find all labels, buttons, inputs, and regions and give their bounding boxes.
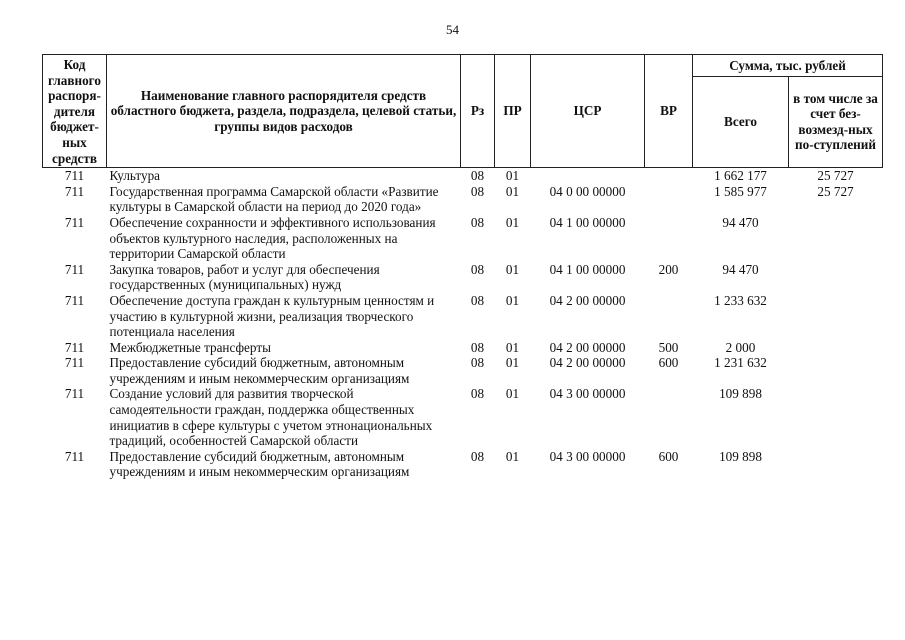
header-name: Наименование главного распорядителя средств областного бюджета, раздела, подраздела, целевой статьи, группы видов расходов [107, 55, 461, 168]
cell-total: 1 662 177 [714, 168, 767, 184]
cell-incl: 25 727 [817, 183, 854, 199]
cell-code: 711 [64, 355, 85, 371]
cell-code: 711 [64, 292, 85, 308]
cell-csr [531, 168, 645, 184]
cell-pr: 01 [505, 355, 520, 371]
cell-vr [645, 168, 693, 184]
cell-name: Закупка товаров, работ и услуг для обеспечения государственных (муниципальных) нужд [109, 261, 380, 293]
cell-pr: 01 [505, 261, 520, 277]
cell-code: 711 [64, 214, 85, 230]
cell-incl [789, 215, 883, 262]
cell-pr: 01 [505, 386, 520, 402]
cell-incl: 25 727 [817, 168, 854, 184]
cell-code: 711 [64, 183, 85, 199]
cell-csr: 04 2 00 00000 [549, 292, 626, 308]
cell-total: 1 585 977 [714, 183, 767, 199]
cell-code: 711 [64, 339, 85, 355]
cell-rz: 08 [470, 183, 485, 199]
budget-table [42, 54, 883, 480]
cell-pr: 01 [505, 168, 520, 184]
cell-vr [645, 293, 693, 340]
header-sum: Сумма, тыс. рублей [693, 55, 883, 77]
header-total: Всего [693, 76, 789, 168]
header-pr: ПР [495, 55, 531, 168]
cell-incl [789, 355, 883, 386]
table-header [43, 55, 883, 168]
header-vr: ВР [645, 55, 693, 168]
table-row [43, 293, 883, 340]
cell-total: 2 000 [725, 339, 756, 355]
cell-incl [789, 340, 883, 356]
table-row [43, 340, 883, 356]
cell-rz: 08 [470, 339, 485, 355]
cell-total: 94 470 [722, 261, 759, 277]
cell-total: 1 233 632 [714, 292, 767, 308]
cell-rz: 08 [470, 292, 485, 308]
header-incl: в том числе за счет без-возмезд-ных по-ступлений [789, 76, 883, 168]
cell-total: 109 898 [719, 448, 762, 464]
cell-name: Обеспечение доступа граждан к культурным ценностям и участию в культурной жизни, реализация творческого потенциала населения [109, 292, 435, 340]
cell-rz: 08 [470, 386, 485, 402]
cell-name: Обеспечение сохранности и эффективного использования объектов культурного наследия, расположенных на территории Самарской области [109, 214, 436, 262]
cell-name: Межбюджетные трансферты [109, 339, 271, 355]
cell-csr: 04 1 00 00000 [549, 261, 626, 277]
cell-pr: 01 [505, 214, 520, 230]
cell-rz: 08 [470, 168, 485, 184]
page-number: 54 [446, 22, 459, 37]
header-csr: ЦСР [531, 55, 645, 168]
table-row [43, 184, 883, 215]
cell-rz: 08 [470, 448, 485, 464]
cell-name: Культура [109, 168, 161, 184]
cell-vr: 600 [658, 448, 679, 464]
cell-name: Государственная программа Самарской области «Развитие культуры в Самарской области на период до 2020 года» [109, 183, 439, 215]
cell-incl [789, 262, 883, 293]
cell-vr: 200 [658, 261, 679, 277]
cell-csr: 04 3 00 00000 [549, 448, 626, 464]
cell-csr: 04 1 00 00000 [549, 214, 626, 230]
cell-rz: 08 [470, 214, 485, 230]
cell-code: 711 [64, 386, 85, 402]
cell-pr: 01 [505, 292, 520, 308]
table-row [43, 449, 883, 480]
cell-csr: 04 3 00 00000 [549, 386, 626, 402]
cell-pr: 01 [505, 183, 520, 199]
cell-code: 711 [64, 261, 85, 277]
cell-rz: 08 [470, 355, 485, 371]
cell-name: Предоставление субсидий бюджетным, автономным учреждениям и иным некоммерческим организациям [109, 355, 410, 386]
header-code: Код главного распоря-дителя бюджет-ных средств [43, 55, 107, 168]
cell-vr: 600 [658, 355, 679, 371]
cell-pr: 01 [505, 448, 520, 464]
cell-name: Создание условий для развития творческой самодеятельности граждан, поддержка общественных инициатив в сфере культуры с учетом этнонациональных традиций, особенностей Самарской области [109, 386, 433, 449]
cell-vr: 500 [658, 339, 679, 355]
table-row [43, 168, 883, 184]
cell-incl [789, 293, 883, 340]
cell-code: 711 [64, 448, 85, 464]
cell-incl [789, 449, 883, 480]
header-rz: Рз [461, 55, 495, 168]
cell-name: Предоставление субсидий бюджетным, автономным учреждениям и иным некоммерческим организациям [109, 448, 410, 480]
cell-csr: 04 2 00 00000 [549, 339, 626, 355]
table-body [43, 168, 883, 480]
table-row [43, 262, 883, 293]
cell-total: 94 470 [722, 214, 759, 230]
table-row [43, 215, 883, 262]
table-row [43, 386, 883, 448]
cell-rz: 08 [470, 261, 485, 277]
cell-code: 711 [64, 168, 85, 184]
cell-incl [789, 386, 883, 448]
cell-pr: 01 [505, 339, 520, 355]
cell-vr [645, 386, 693, 448]
cell-vr [645, 184, 693, 215]
cell-vr [645, 215, 693, 262]
cell-total: 1 231 632 [714, 355, 767, 371]
cell-csr: 04 0 00 00000 [549, 183, 626, 199]
cell-total: 109 898 [719, 386, 762, 402]
table-row [43, 355, 883, 386]
cell-csr: 04 2 00 00000 [549, 355, 626, 371]
